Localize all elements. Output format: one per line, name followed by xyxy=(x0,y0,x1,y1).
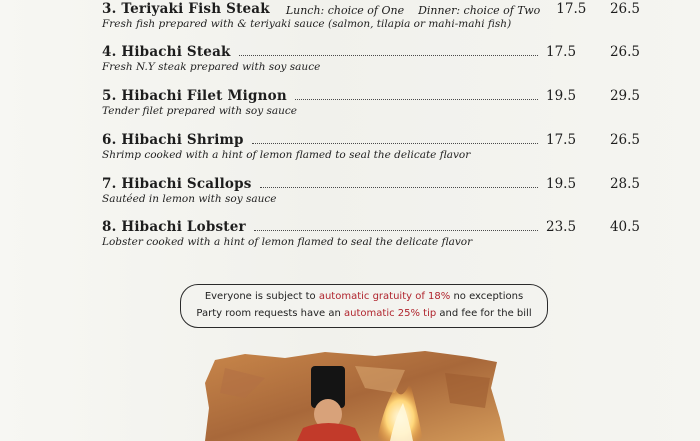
notice-text: Party room requests have an xyxy=(196,308,345,319)
lunch-price: 17.5 xyxy=(556,1,587,17)
dinner-price: 28.5 xyxy=(609,176,640,192)
gratuity-notice xyxy=(180,284,548,328)
item-description: Shrimp cooked with a hint of lemon flamed to seal the delicate flavor xyxy=(102,149,471,161)
item-description: Lobster cooked with a hint of lemon flamed to seal the delicate flavor xyxy=(102,236,473,248)
leader-dots xyxy=(254,229,538,231)
item-note: Lunch: choice of One Dinner: choice of Two xyxy=(285,4,541,17)
lunch-price: 19.5 xyxy=(546,88,577,104)
menu-item-hibachi-scallops xyxy=(0,172,700,212)
item-description: Sautéed in lemon with soy sauce xyxy=(102,193,277,205)
dinner-price: 29.5 xyxy=(609,88,640,104)
dinner-price: 26.5 xyxy=(609,44,640,60)
leader-dots xyxy=(252,142,538,144)
dinner-price: 26.5 xyxy=(609,1,640,17)
menu-item-hibachi-lobster xyxy=(0,215,700,255)
notice-highlight: automatic gratuity of 18% xyxy=(318,291,451,302)
item-name: 7. Hibachi Scallops xyxy=(102,176,252,192)
item-name: 5. Hibachi Filet Mignon xyxy=(102,88,287,104)
item-name: 6. Hibachi Shrimp xyxy=(102,132,244,148)
hibachi-chef-photo xyxy=(205,348,505,441)
lunch-price: 17.5 xyxy=(546,44,577,60)
leader-dots xyxy=(260,186,538,188)
notice-text: and fee for the bill xyxy=(436,308,532,319)
gratuity-line xyxy=(181,291,547,302)
notice-highlight: automatic 25% tip xyxy=(344,308,437,319)
item-name: 4. Hibachi Steak xyxy=(102,44,231,60)
lunch-price: 23.5 xyxy=(546,219,577,235)
party-room-line xyxy=(181,308,547,319)
lunch-price: 19.5 xyxy=(546,176,577,192)
item-name: 3. Teriyaki Fish Steak xyxy=(102,1,270,17)
lunch-price: 17.5 xyxy=(546,132,577,148)
item-description: Tender filet prepared with soy sauce xyxy=(102,105,297,117)
leader-dots xyxy=(239,54,538,56)
dinner-price: 26.5 xyxy=(609,132,640,148)
item-description: Fresh N.Y steak prepared with soy sauce xyxy=(102,61,321,73)
chef-illustration xyxy=(205,348,505,441)
dinner-price: 40.5 xyxy=(609,219,640,235)
item-description: Fresh fish prepared with & teriyaki sauce (salmon, tilapia or mahi-mahi fish) xyxy=(102,18,512,30)
menu-item-hibachi-filet-mignon xyxy=(0,84,700,124)
leader-dots xyxy=(295,98,538,100)
notice-text: no exceptions xyxy=(450,291,524,302)
notice-text: Everyone is subject to xyxy=(204,291,319,302)
menu-item-hibachi-shrimp xyxy=(0,128,700,168)
item-name: 8. Hibachi Lobster xyxy=(102,219,246,235)
menu-item-hibachi-steak xyxy=(0,40,700,80)
menu-item-teriyaki-fish-steak xyxy=(0,0,700,37)
